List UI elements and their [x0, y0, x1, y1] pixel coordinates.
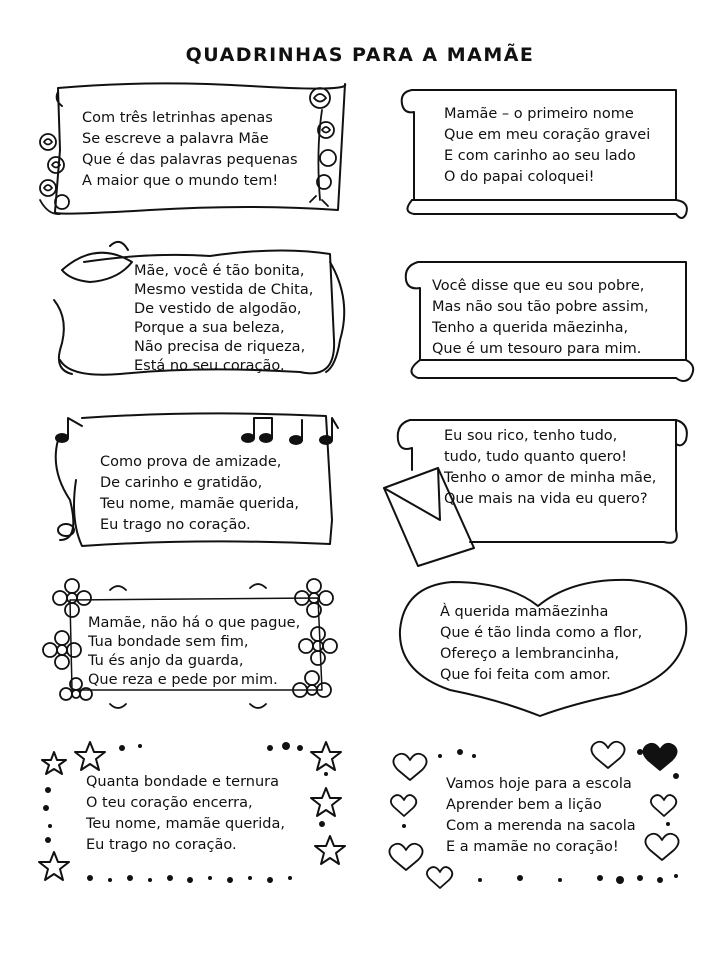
poem-line: E com carinho ao seu lado	[444, 148, 636, 164]
poem-10	[446, 774, 636, 858]
poem-6	[444, 426, 656, 510]
poem-line: Que foi feita com amor.	[440, 667, 611, 683]
poem-line: A maior que o mundo tem!	[82, 173, 279, 189]
poem-line: Que é das palavras pequenas	[82, 152, 298, 168]
poem-line: Com três letrinhas apenas	[82, 110, 273, 126]
poem-line: De carinho e gratidão,	[100, 475, 263, 491]
poem-3	[134, 262, 313, 376]
poem-line: Eu trago no coração.	[86, 837, 237, 853]
poem-line: Aprender bem a lição	[446, 797, 602, 813]
poem-line: Teu nome, mamãe querida,	[86, 816, 285, 832]
poem-line: Que é tão linda como a flor,	[440, 625, 643, 641]
poem-line: Mamãe, não há o que pague,	[88, 615, 301, 631]
poem-line: Que é um tesouro para mim.	[432, 341, 642, 357]
poem-line: tudo, tudo quanto quero!	[444, 449, 628, 465]
poem-line: Tenho o amor de minha mãe,	[444, 470, 657, 486]
poem-line: Não precisa de riqueza,	[134, 339, 306, 355]
poem-2	[444, 104, 650, 188]
poem-line: Tenho a querida mãezinha,	[432, 320, 629, 336]
poem-line: De vestido de algodão,	[134, 301, 302, 317]
poem-line: Tu és anjo da guarda,	[88, 653, 244, 669]
poem-line: Mamãe – o primeiro nome	[444, 106, 634, 122]
poem-line: Com a merenda na sacola	[446, 818, 636, 834]
poem-line: Ofereço a lembrancinha,	[440, 646, 620, 662]
poem-8	[440, 602, 642, 686]
poem-5	[100, 452, 299, 536]
poem-line: Que em meu coração gravei	[444, 127, 651, 143]
poem-line: Está no seu coração.	[134, 358, 285, 374]
poem-1	[82, 108, 298, 192]
poem-line: Eu trago no coração.	[100, 517, 251, 533]
poem-line: Teu nome, mamãe querida,	[100, 496, 299, 512]
poem-9	[86, 772, 285, 856]
poem-line: Mas não sou tão pobre assim,	[432, 299, 649, 315]
poem-4	[432, 276, 649, 360]
page-title: QUADRINHAS PARA A MAMÃE	[185, 44, 535, 66]
poem-line: E a mamãe no coração!	[446, 839, 619, 855]
poem-line: Que mais na vida eu quero?	[444, 491, 648, 507]
poem-line: Mesmo vestida de Chita,	[134, 282, 314, 298]
poem-line: Vamos hoje para a escola	[446, 776, 632, 792]
poem-7	[88, 614, 300, 690]
poem-line: Você disse que eu sou pobre,	[432, 278, 645, 294]
poem-line: Se escreve a palavra Mãe	[82, 131, 269, 147]
poem-line: Que reza e pede por mim.	[88, 672, 278, 688]
poem-line: Mãe, você é tão bonita,	[134, 263, 305, 279]
poem-line: O do papai coloquei!	[444, 169, 595, 185]
poem-line: O teu coração encerra,	[86, 795, 253, 811]
poem-line: Quanta bondade e ternura	[86, 774, 280, 790]
poem-line: Tua bondade sem fim,	[88, 634, 249, 650]
poem-line: Porque a sua beleza,	[134, 320, 285, 336]
poem-line: Como prova de amizade,	[100, 454, 282, 470]
poem-line: À querida mamãezinha	[440, 604, 609, 620]
poem-line: Eu sou rico, tenho tudo,	[444, 428, 618, 444]
